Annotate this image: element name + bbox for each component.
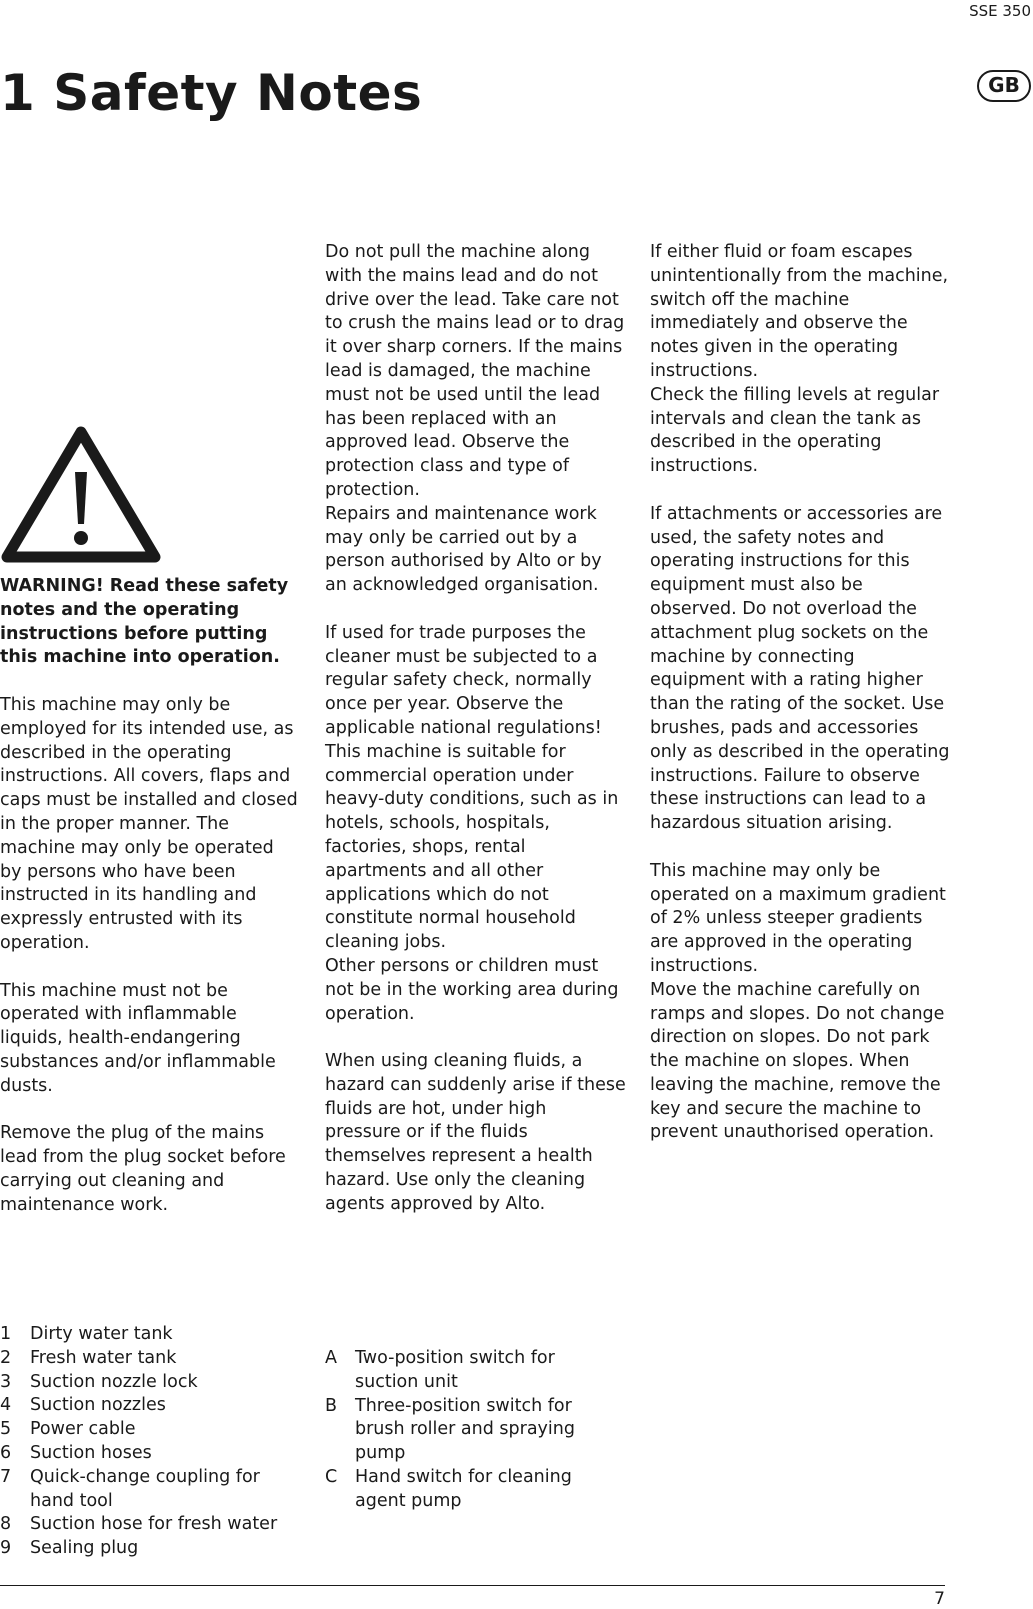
list-item: 6 Suction hoses xyxy=(0,1442,152,1463)
list-item: 1 Dirty water tank xyxy=(0,1324,173,1344)
paragraph: This machine is suitable for commercial operation under heavy-duty conditions, such as in hotels, schools, hospitals, factories, shops, rental apartments and all other applications which do not constitute normal household cleaning jobs. xyxy=(325,741,619,953)
parts-list xyxy=(0,1323,300,1561)
list-item: 7 Quick-change coupling for hand tool xyxy=(0,1466,260,1511)
language-badge: GB xyxy=(977,70,1031,102)
footer-rule xyxy=(0,1585,945,1586)
paragraph: Move the machine carefully on ramps and slopes. Do not change direction on slopes. Do not park the machine on slopes. When leaving the machine, remove the key and secure the machine to prevent unauthorised operation. xyxy=(650,979,945,1143)
model-label: SSE 350 xyxy=(969,2,1031,20)
warning-heading: WARNING! Read these safety notes and the operating instructions before putting this machine into operation. xyxy=(0,576,289,668)
paragraph: If used for trade purposes the cleaner must be subjected to a regular safety check, normally once per year. Observe the applicable national regulations! xyxy=(325,622,602,738)
page-number: 7 xyxy=(934,1589,945,1609)
list-item: 8 Suction hose for fresh water xyxy=(0,1514,278,1535)
page-title: 1 Safety Notes xyxy=(0,64,423,122)
paragraph: Do not pull the machine along with the mains lead and do not drive over the lead. Take care not to crush the mains lead or to drag it over sharp corners. If the mains lead is damaged, the machine must not be used until the lead has been replaced with an approved lead. Observe the protection class and type of protection. xyxy=(325,242,625,500)
list-item: C Hand switch for cleaning agent pump xyxy=(325,1466,572,1511)
paragraph: Check the filling levels at regular intervals and clean the tank as described in the operating instructions. xyxy=(650,384,940,477)
paragraph: Repairs and maintenance work may only be carried out by a person authorised by Alto or by an acknowledged organisation. xyxy=(325,503,602,596)
list-item: 2 Fresh water tank xyxy=(0,1347,177,1368)
list-item: 9 Sealing plug xyxy=(0,1538,139,1559)
paragraph: If attachments or accessories are used, the safety notes and operating instructions for this equipment must also be observed. Do not overload the attachment plug sockets on the machine by connecting equipment with a rating higher than the rating of the socket. Use brushes, pads and accessories only as described in the operating instructions. Failure to observe these instructions can lead to a hazardous situation arising. xyxy=(650,503,950,834)
list-item: 4 Suction nozzles xyxy=(0,1395,166,1416)
column-3 xyxy=(650,241,950,1145)
paragraph: When using cleaning fluids, a hazard can suddenly arise if these fluids are hot, under high pressure or if the fluids themselves represent a health hazard. Use only the cleaning agents approved by Alto. xyxy=(325,1051,626,1214)
paragraph: If either fluid or foam escapes unintentionally from the machine, switch off the machine immediately and observe the notes given in the operating instructions. xyxy=(650,242,949,381)
list-item: 3 Suction nozzle lock xyxy=(0,1371,198,1392)
paragraph: This machine may only be employed for its intended use, as described in the operating instructions. All covers, flaps and caps must be installed and closed in the proper manner. The machine may only be operated by persons who have been instructed in its handling and expressly entrusted with its operation. xyxy=(0,694,298,953)
paragraph: This machine may only be operated on a maximum gradient of 2% unless steeper gradients are approved in the operating instructions. xyxy=(650,860,946,976)
list-item: 5 Power cable xyxy=(0,1419,136,1440)
paragraph: Other persons or children must not be in the working area during operation. xyxy=(325,955,619,1024)
list-item: A Two-position switch for suction unit xyxy=(325,1348,555,1392)
paragraph: Remove the plug of the mains lead from the plug socket before carrying out cleaning and maintenance work. xyxy=(0,1123,286,1215)
warning-triangle-icon xyxy=(0,424,162,564)
controls-list xyxy=(325,1347,585,1514)
list-item: B Three-position switch for brush roller and spraying pump xyxy=(325,1395,575,1464)
column-1 xyxy=(0,575,300,1218)
column-2 xyxy=(325,241,627,1217)
paragraph: This machine must not be operated with inflammable liquids, health-endangering substances and/or inflammable dusts. xyxy=(0,980,276,1096)
